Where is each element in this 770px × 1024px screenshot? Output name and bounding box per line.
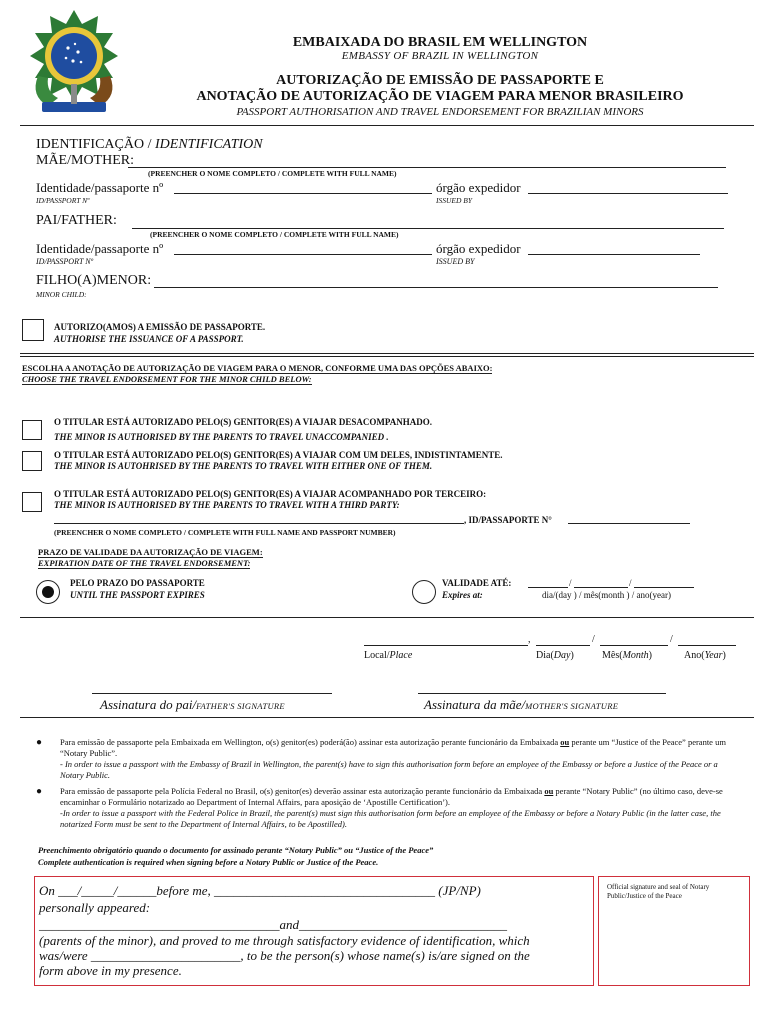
mother-signature-label (424, 697, 618, 713)
father-id-label: Identidade/passaporte nº (36, 241, 164, 256)
validity-until-en: Expires at: (442, 590, 483, 600)
validity-heading-pt-text: PRAZO DE VALIDADE DA AUTORIZAÇÃO DE VIAGEM: (38, 547, 263, 557)
third-party-id-field[interactable] (568, 523, 690, 524)
father-fullname-note: (PREENCHER O NOME COMPLETO / COMPLETE WITH FULL NAME) (150, 230, 399, 239)
note-2-bullet: ● (36, 786, 43, 797)
notary-line-6: form above in my presence. (39, 963, 182, 978)
child-name-field[interactable] (154, 287, 718, 288)
endorsement-option-2-en: THE MINOR IS AUTOHRISED BY THE PARENTS TO TRAVEL WITH EITHER ONE OF THEM. (54, 461, 433, 471)
form-title-line2: ANOTAÇÃO DE AUTORIZAÇÃO DE VIAGEM PARA MENOR BRASILEIRO (196, 89, 684, 104)
date-slash-2: / (670, 634, 673, 645)
section-divider-1b (20, 356, 754, 357)
note-2-or: ou (544, 786, 554, 796)
mother-signature-field[interactable] (418, 693, 666, 694)
father-signature-field[interactable] (92, 693, 332, 694)
mother-issuer-label-en: ISSUED BY (436, 196, 473, 205)
validity-until-pt: VALIDADE ATÉ: (442, 578, 512, 588)
day-field[interactable] (536, 645, 590, 646)
validity-passport-en: UNTIL THE PASSPORT EXPIRES (70, 590, 205, 600)
passport-auth-checkbox[interactable] (22, 319, 44, 341)
mandatory-note-en: Complete authentication is required when signing before a Notary Public or Justice of the Peace. (38, 857, 379, 867)
validity-year-field[interactable] (634, 587, 694, 588)
validity-day-field[interactable] (528, 587, 568, 588)
year-label-en: Year (704, 650, 723, 661)
endorsement-heading-pt-text: ESCOLHA A ANOTAÇÃO DE AUTORIZAÇÃO DE VIAGEM PARA O MENOR, CONFORME UMA DAS OPÇÕES ABAIXO: (22, 363, 493, 373)
month-label-en: Month (622, 650, 649, 661)
notary-line-2: personally appeared: (39, 900, 151, 915)
note-1-pt-b: perante um (571, 737, 610, 747)
child-label-en: MINOR CHILD: (36, 290, 87, 299)
passport-auth-en: AUTHORISE THE ISSUANCE OF A PASSPORT. (54, 334, 244, 344)
note-1-pt-a: Para emissão de passaporte pela Embaixada em Wellington, o(s) genitor(es) poderá(ão) assinar esta autorização perante funcionário da Embaixada (60, 737, 559, 747)
notary-seal-label: Official signature and seal of Notary Public/Justice of the Peace (607, 883, 710, 900)
father-id-label-en: ID/PASSPORT Nº (36, 257, 94, 266)
identification-heading-en: IDENTIFICATION (155, 137, 263, 152)
endorsement-option-3-checkbox[interactable] (22, 492, 42, 512)
father-signature-label (100, 697, 285, 713)
endorsement-heading-en (22, 374, 312, 385)
note-2-pt-b: perante “Notary (555, 786, 610, 796)
third-party-note: (PREENCHER O NOME COMPLETO / COMPLETE WITH FULL NAME AND PASSPORT NUMBER) (54, 528, 396, 537)
validity-date-format: dia/(day ) / mês(month ) / ano(year) (542, 590, 671, 600)
child-label: FILHO(A)MENOR: (36, 273, 152, 288)
endorsement-option-1-pt: O TITULAR ESTÁ AUTORIZADO PELO(S) GENITOR(ES) A VIAJAR DESACOMPANHADO. (54, 417, 432, 427)
endorsement-option-3-en: THE MINOR IS AUTHORISED BY THE PARENTS TO TRAVEL WITH A THIRD PARTY: (54, 500, 400, 510)
endorsement-option-3-pt: O TITULAR ESTÁ AUTORIZADO PELO(S) GENITOR(ES) A VIAJAR ACOMPANHADO POR TERCEIRO: (54, 489, 487, 499)
note-2-en: -In order to issue a passport with the Federal Police in Brazil, the parent(s) must sign this authorisation form before an employee of the Embassy or before a Notary Public (in the latter case, the notarized Form must be sent to the Department of Internal Affairs, to be Apostilled). (60, 808, 721, 829)
month-label: Mês(Month) (602, 650, 653, 661)
mother-issuer-field[interactable] (528, 193, 728, 194)
validity-slash-2: / (629, 578, 632, 588)
validity-heading-pt (38, 547, 263, 558)
validity-heading-en-text: EXPIRATION DATE OF THE TRAVEL ENDORSEMENT: (38, 558, 251, 568)
mother-name-field[interactable] (128, 167, 726, 168)
father-name-field[interactable] (132, 228, 724, 229)
mandatory-note-pt: Preenchimento obrigatório quando o documento for assinado perante “Notary Public” ou “Justice of the Peace” (38, 845, 434, 855)
mother-label: MÃE/MOTHER: (36, 153, 134, 168)
father-id-field[interactable] (174, 254, 432, 255)
endorsement-heading-en-text: CHOOSE THE TRAVEL ENDORSEMENT FOR THE MINOR CHILD BELOW: (22, 374, 312, 384)
endorsement-option-1-checkbox[interactable] (22, 420, 42, 440)
identification-heading (36, 137, 263, 153)
father-signature-pt: Assinatura do pai/ (100, 697, 197, 712)
place-field[interactable] (364, 645, 528, 646)
day-label: Dia(Day) (536, 650, 574, 661)
father-issuer-field[interactable] (528, 254, 700, 255)
place-label-pt: Local/ (364, 650, 390, 661)
section-divider-3 (20, 717, 754, 718)
section-divider-1a (20, 353, 754, 354)
identification-heading-pt: IDENTIFICAÇÃO / (36, 137, 152, 152)
validity-heading-en (38, 558, 250, 569)
date-slash-1: / (592, 634, 595, 645)
endorsement-option-1-en: THE MINOR IS AUTHORISED BY THE PARENTS TO TRAVEL UNACCOMPANIED . (54, 432, 389, 442)
father-label: PAI/FATHER: (36, 213, 117, 228)
embassy-name-pt: EMBAIXADA DO BRASIL EM WELLINGTON (292, 35, 588, 50)
note-1-or: ou (560, 737, 570, 747)
day-label-pt: Dia( (536, 650, 554, 661)
validity-date-radio[interactable] (412, 580, 436, 604)
place-label (364, 650, 412, 661)
note-1 (60, 737, 740, 781)
header-divider (20, 125, 754, 126)
validity-passport-radio[interactable] (36, 580, 60, 604)
radio-selected-dot (42, 586, 54, 598)
father-signature-en: FATHER'S SIGNATURE (196, 701, 285, 711)
endorsement-heading-pt (22, 363, 492, 374)
year-label-pt: Ano( (684, 650, 705, 661)
notary-statement-box (34, 876, 594, 986)
note-2 (60, 786, 740, 830)
embassy-name-en: EMBASSY OF BRAZIL IN WELLINGTON (341, 50, 539, 62)
notary-line-4: (parents of the minor), and proved to me through satisfactory evidence of identification, which (39, 933, 530, 948)
endorsement-option-2-checkbox[interactable] (22, 451, 42, 471)
validity-slash-1: / (569, 578, 572, 588)
notary-line-5: was/were _______________________, to be the person(s) whose name(s) is/are signed on the (39, 948, 530, 963)
note-2-pt-c: Public” (no último caso, deve-se encaminhar o Formulário notarizado ao Department of Internal Affairs, para aposição de ‘Apostille Certification’). (60, 786, 723, 807)
notary-line-3: _____________________________________and________________________________ (39, 917, 507, 932)
place-comma: , (528, 634, 531, 645)
note-1-en: - In order to issue a passport with the Embassy of Brazil in Wellington, the parent(s) have to sign this authorisation form before an employee of the Embassy or before a Justice of the Peace or a Notary Public. (60, 759, 718, 780)
notary-seal-box[interactable] (598, 876, 750, 986)
place-label-en: Place (389, 650, 413, 661)
father-issuer-label-en: ISSUED BY (436, 257, 475, 266)
day-label-en: Day (553, 650, 571, 661)
year-label: Ano(Year) (684, 650, 726, 661)
form-title-line1: AUTORIZAÇÃO DE EMISSÃO DE PASSAPORTE E (276, 73, 604, 88)
mother-id-label: Identidade/passaporte nº (36, 180, 164, 195)
mother-issuer-label: órgão expedidor (436, 180, 521, 195)
mother-id-label-en: ID/PASSPORT Nº (36, 196, 90, 205)
mother-id-field[interactable] (174, 193, 432, 194)
note-1-bullet: ● (36, 737, 43, 748)
note-1-pt-d: perante um “Notary Public”. (60, 737, 726, 758)
mother-signature-en: MOTHER'S SIGNATURE (525, 701, 619, 711)
validity-passport-pt: PELO PRAZO DO PASSAPORTE (70, 578, 205, 588)
section-divider-2 (20, 617, 754, 618)
month-label-pt: Mês( (602, 650, 623, 661)
endorsement-option-2-pt: O TITULAR ESTÁ AUTORIZADO PELO(S) GENITOR(ES) A VIAJAR COM UM DELES, INDISTINTAMENTE. (54, 450, 503, 460)
form-title-en: PASSPORT AUTHORISATION AND TRAVEL ENDORSEMENT FOR BRAZILIAN MINORS (236, 106, 644, 118)
note-2-pt-a: Para emissão de passaporte pela Polícia Federal no Brasil, o(s) genitor(es) deverão assinar esta autorização perante funcionário da Embaixada (60, 786, 543, 796)
notary-line-1: On ___/_____/______before me, __________________________________ (JP/NP) (39, 883, 481, 898)
month-field[interactable] (600, 645, 668, 646)
third-party-id-label: , ID/PASSAPORTE N° (464, 515, 552, 525)
validity-month-field[interactable] (574, 587, 628, 588)
year-field[interactable] (678, 645, 736, 646)
passport-auth-pt: AUTORIZO(AMOS) A EMISSÃO DE PASSAPORTE. (54, 322, 266, 332)
father-issuer-label: órgão expedidor (436, 241, 521, 256)
mother-signature-pt: Assinatura da mãe/ (424, 697, 526, 712)
mother-fullname-note: (PREENCHER O NOME COMPLETO / COMPLETE WITH FULL NAME) (148, 169, 397, 178)
note-1-pt-c: “Justice of the Peace” (611, 737, 686, 747)
third-party-name-field[interactable] (54, 523, 464, 524)
